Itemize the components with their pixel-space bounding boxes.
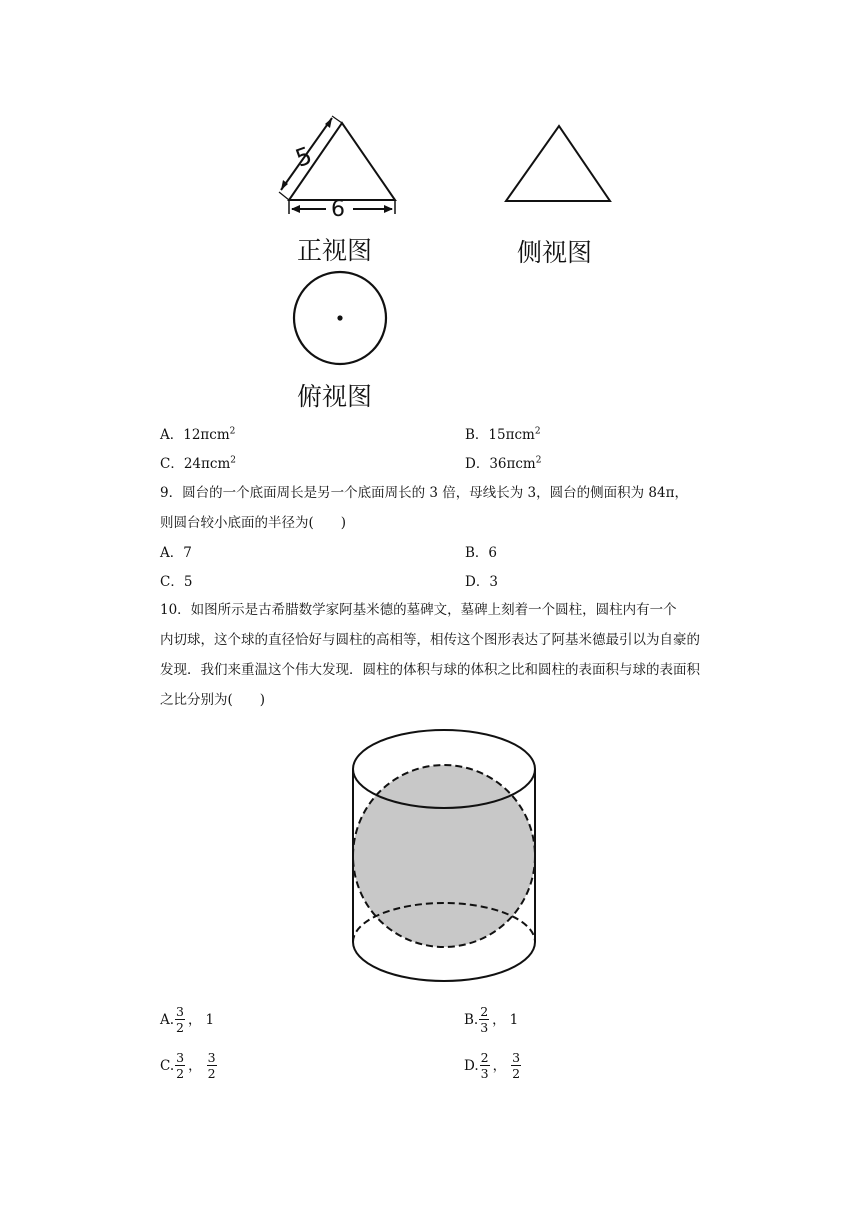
cylinder-bottom-front-arc	[353, 942, 535, 981]
q10-option-b: B. $\frac{2}{3}$ ， 1	[464, 1004, 519, 1035]
cylinder-sphere-figure	[0, 720, 860, 990]
q8-option-c: C．24πcm$^2$	[160, 455, 236, 472]
fraction: $\frac{3}{2}$	[512, 1050, 521, 1081]
q10-line-4: 之比分别为( )	[160, 692, 266, 708]
side-view-label: 侧视图	[517, 238, 593, 267]
q9-option-a: A．7	[160, 545, 192, 561]
q9-line-2: 则圆台较小底面的半径为( )	[160, 515, 347, 531]
three-view-figure	[0, 0, 860, 420]
fraction: $\frac{3}{2}$	[176, 1004, 184, 1035]
fraction: $\frac{3}{2}$	[207, 1050, 216, 1081]
q10-option-a: A. $\frac{3}{2}$ ， 1	[160, 1004, 215, 1035]
q9-option-b: B．6	[465, 545, 498, 561]
top-view-label: 俯视图	[297, 382, 373, 411]
q8-option-a: A．12πcm$^2$	[160, 426, 236, 443]
fraction: $\frac{3}{2}$	[176, 1050, 185, 1081]
q10-option-c: C. $\frac{3}{2}$ ， $\frac{3}{2}$	[160, 1050, 216, 1081]
top-view-center-dot	[337, 315, 342, 320]
q8-option-d: D．36πcm$^2$	[465, 455, 542, 472]
q10-line-1: 10．如图所示是古希腊数学家阿基米德的墓碑文，墓碑上刻着一个圆柱，圆柱内有一个	[160, 602, 677, 618]
side-view-triangle	[506, 126, 610, 201]
slant-length-label: 5	[291, 141, 316, 173]
q10-option-d: D. $\frac{2}{3}$ ， $\frac{3}{2}$	[464, 1050, 521, 1081]
q10-line-3: 发现．我们来重温这个伟大发现．圆柱的体积与球的体积之比和圆柱的表面积与球的表面积	[160, 662, 700, 678]
q10-line-2: 内切球，这个球的直径恰好与圆柱的高相等，相传这个图形表达了阿基米德最引以为自豪的	[160, 632, 700, 648]
q9-option-d: D．3	[465, 574, 498, 590]
inscribed-sphere	[353, 765, 535, 947]
front-view-label: 正视图	[297, 236, 373, 265]
base-length-label: 6	[331, 197, 345, 222]
fraction: $\frac{2}{3}$	[480, 1004, 489, 1035]
q8-option-b: B．15πcm$^2$	[465, 426, 541, 443]
q9-line-1: 9．圆台的一个底面周长是另一个底面周长的 3 倍，母线长为 3，圆台的侧面积为 84π，	[160, 485, 688, 501]
q9-option-c: C．5	[160, 574, 193, 590]
fraction: $\frac{2}{3}$	[480, 1050, 489, 1081]
